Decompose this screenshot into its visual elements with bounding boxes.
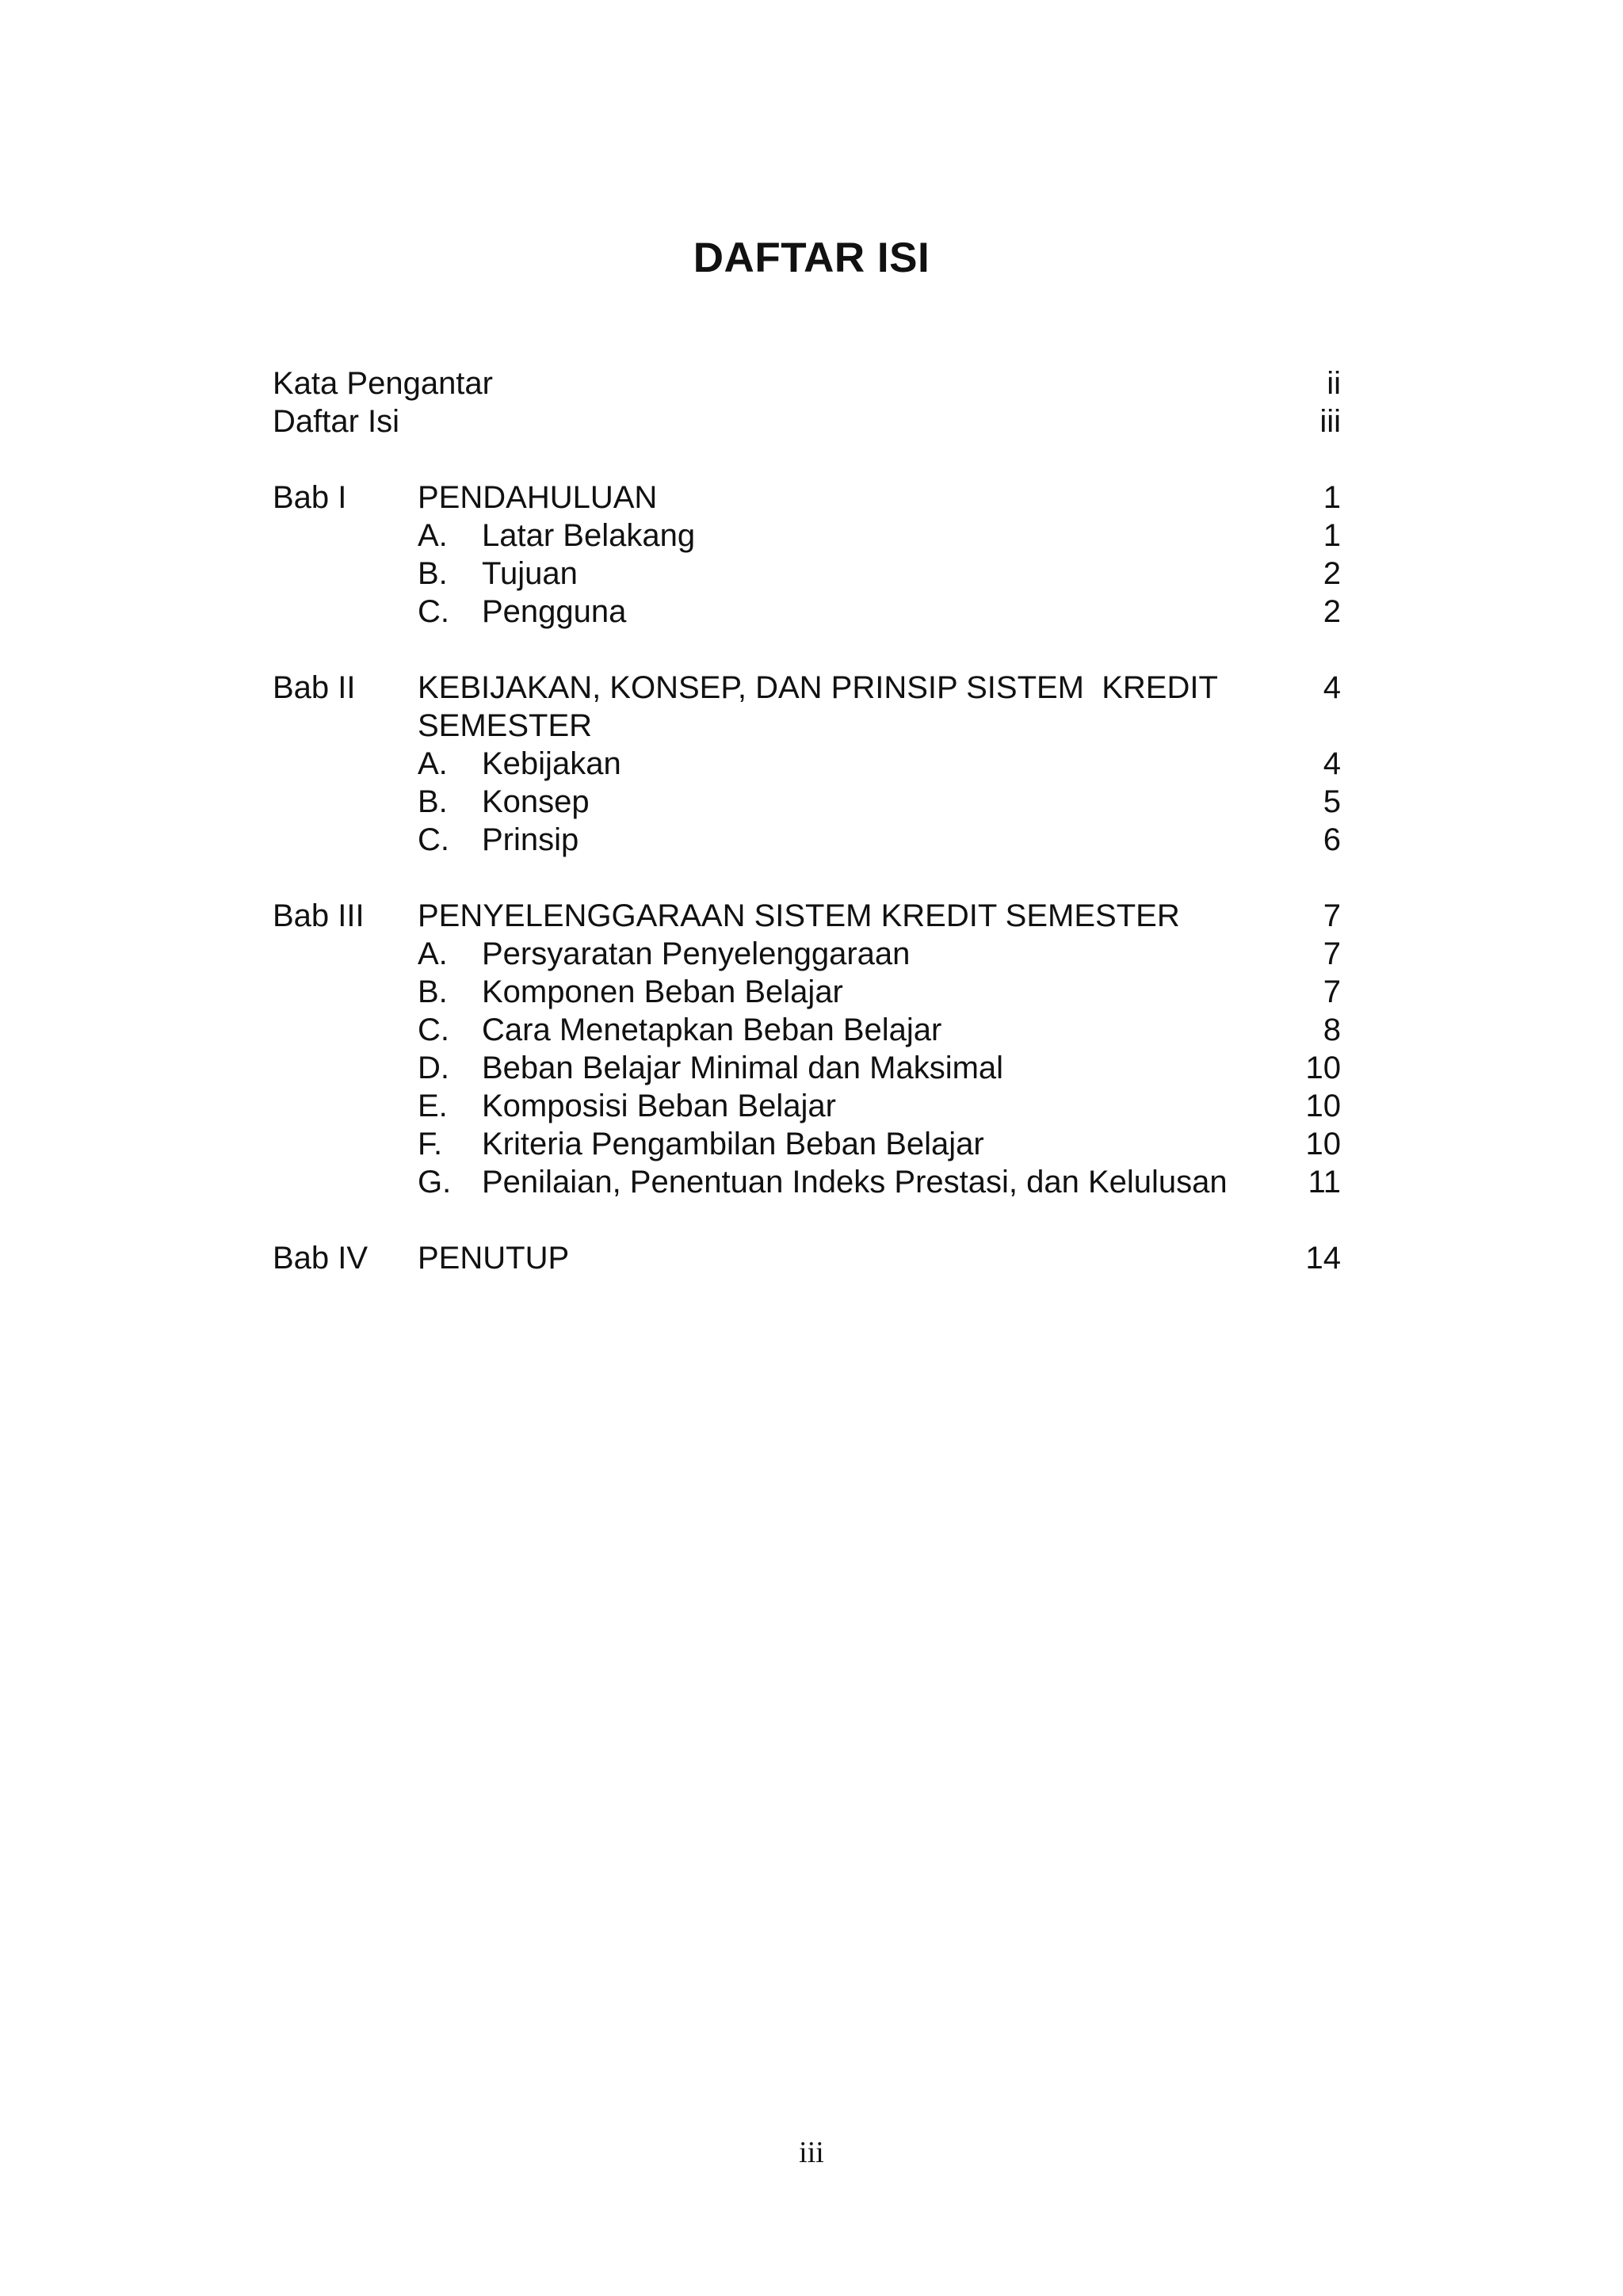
section-page: 8	[1323, 1013, 1341, 1047]
section-title: Tujuan	[482, 556, 578, 591]
chapter-page: 14	[1305, 1241, 1341, 1276]
chapter-label: Bab III	[273, 898, 365, 933]
toc-section	[418, 1049, 1341, 1087]
section-letter: C.	[418, 594, 449, 629]
section-page: 7	[1323, 936, 1341, 971]
section-letter: G.	[418, 1165, 452, 1199]
chapter-label: Bab I	[273, 480, 347, 515]
section-title: Cara Menetapkan Beban Belajar	[482, 1013, 942, 1047]
toc-chapter-bab-iv	[273, 1239, 1341, 1277]
section-title: Persyaratan Penyelenggaraan	[482, 936, 911, 971]
toc-section	[418, 1011, 1341, 1049]
section-title: Komposisi Beban Belajar	[482, 1089, 836, 1123]
toc-entry-page-extra: iii	[1319, 404, 1341, 439]
section-title: Komponen Beban Belajar	[482, 974, 843, 1009]
section-letter: A.	[418, 936, 448, 971]
chapter-label: Bab IV	[273, 1241, 369, 1276]
section-letter: B.	[418, 556, 448, 591]
table-of-contents	[273, 364, 1341, 1277]
chapter-page: 4	[1323, 670, 1341, 705]
page-title: DAFTAR ISI	[693, 235, 930, 281]
section-page: 7	[1323, 974, 1341, 1009]
chapter-title: PENDAHULUAN	[418, 480, 658, 515]
section-page: 2	[1323, 556, 1341, 591]
toc-section	[418, 1163, 1341, 1201]
section-title: Kriteria Pengambilan Beban Belajar	[482, 1127, 984, 1161]
section-letter: B.	[418, 974, 448, 1009]
section-letter: A.	[418, 746, 448, 781]
section-page: 10	[1305, 1051, 1341, 1085]
section-title: Penilaian, Penentuan Indeks Prestasi, dan Kelulusan	[482, 1165, 1228, 1199]
section-title: Prinsip	[482, 822, 579, 857]
section-letter: E.	[418, 1089, 448, 1123]
section-title: Kebijakan	[482, 746, 621, 781]
section-page: 2	[1323, 594, 1341, 629]
section-page: 4	[1323, 746, 1341, 781]
section-title: Konsep	[482, 784, 590, 819]
toc-chapter-bab-i	[273, 479, 1341, 517]
section-page: 10	[1305, 1089, 1341, 1123]
chapter-label: Bab II	[273, 670, 356, 705]
toc-section	[418, 555, 1341, 593]
section-letter: C.	[418, 822, 449, 857]
section-letter: D.	[418, 1051, 449, 1085]
toc-section	[418, 973, 1341, 1011]
chapter-title: KEBIJAKAN, KONSEP, DAN PRINSIP SISTEM KREDIT SEMESTER	[418, 670, 1227, 743]
toc-section	[418, 745, 1341, 783]
section-title: Pengguna	[482, 594, 627, 629]
toc-section	[418, 517, 1341, 555]
section-page: 1	[1323, 518, 1341, 553]
toc-entry-page: ii	[1327, 366, 1341, 401]
toc-entry-daftar-isi	[273, 402, 1341, 441]
toc-section	[418, 1125, 1341, 1163]
toc-section	[418, 821, 1341, 859]
section-page: 10	[1305, 1127, 1341, 1161]
section-letter: B.	[418, 784, 448, 819]
toc-entry-title: Kata Pengantar	[273, 366, 493, 401]
toc-entry-title: Daftar Isi	[273, 404, 400, 439]
toc-section	[418, 593, 1341, 631]
toc-section	[418, 1087, 1341, 1125]
section-letter: A.	[418, 518, 448, 553]
toc-chapter-bab-ii	[273, 669, 1341, 745]
chapter-title: PENYELENGGARAAN SISTEM KREDIT SEMESTER	[418, 898, 1180, 933]
toc-chapter-bab-iii	[273, 897, 1341, 935]
section-title: Beban Belajar Minimal dan Maksimal	[482, 1051, 1004, 1085]
toc-section	[418, 783, 1341, 821]
section-title: Latar Belakang	[482, 518, 696, 553]
chapter-page: 1	[1323, 480, 1341, 515]
toc-section	[418, 935, 1341, 973]
section-letter: F.	[418, 1127, 443, 1161]
page-number: iii	[799, 2136, 824, 2169]
section-page: 6	[1323, 822, 1341, 857]
section-page: 11	[1308, 1165, 1341, 1199]
chapter-title: PENUTUP	[418, 1241, 570, 1276]
section-page: 5	[1323, 784, 1341, 819]
section-letter: C.	[418, 1013, 449, 1047]
chapter-page: 7	[1323, 898, 1341, 933]
